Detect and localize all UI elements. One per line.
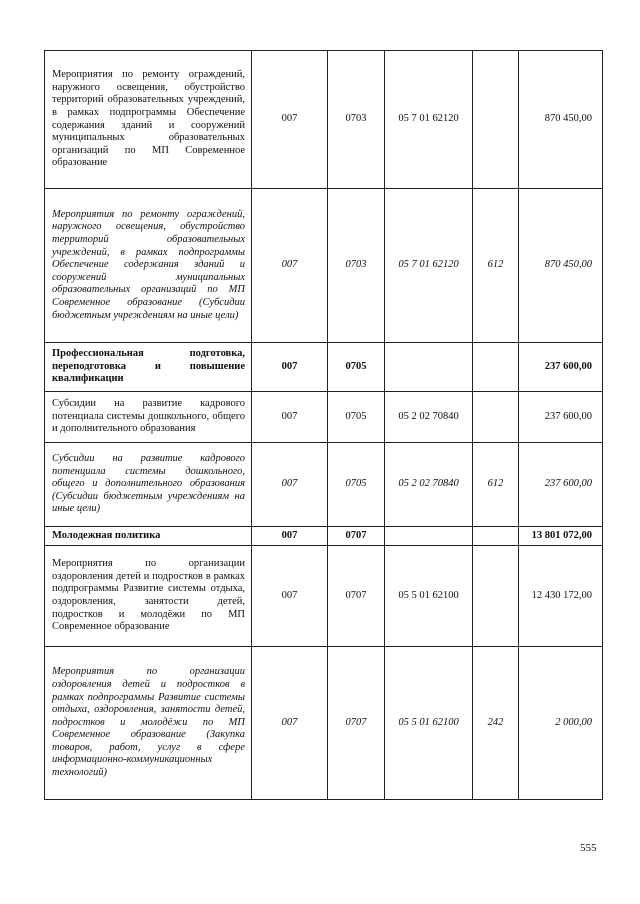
page-number: 555 [580,842,597,854]
row-section-code: 0705 [328,392,385,443]
table-row [45,443,603,527]
row-amount: 237 600,00 [519,443,603,527]
row-ved-code: 007 [252,51,328,189]
row-expense-type [473,392,519,443]
row-target-article: 05 2 02 70840 [385,392,473,443]
row-target-article: 05 7 01 62120 [385,189,473,343]
row-expense-type [473,527,519,546]
row-amount: 870 450,00 [519,51,603,189]
row-target-article: 05 7 01 62120 [385,51,473,189]
row-amount: 237 600,00 [519,343,603,392]
row-description: Мероприятия по организации оздоровления детей и подростков в рамках подпрограммы Развитие системы отдыха, оздоровления, занятости детей, подростков и молодёжи по МП Современное образование (Закупка товаров, работ, услуг в сфере информационно-коммуникационных технологий) [45,647,252,800]
table-row [45,527,603,546]
row-expense-type [473,51,519,189]
row-target-article [385,527,473,546]
row-ved-code: 007 [252,527,328,546]
row-expense-type [473,546,519,647]
row-amount: 13 801 072,00 [519,527,603,546]
row-section-code: 0703 [328,51,385,189]
row-amount: 237 600,00 [519,392,603,443]
row-expense-type [473,343,519,392]
row-description: Мероприятия по организации оздоровления детей и подростков в рамках подпрограммы Развитие системы отдыха, оздоровления, занятости детей, подростков и молодёжи по МП Современное образование [45,546,252,647]
row-expense-type: 612 [473,189,519,343]
row-description: Мероприятия по ремонту ограждений, наружного освещения, обустройство территорий образовательных учреждений, в рамках подпрограммы Обеспечение содержания зданий и сооружений муниципальных образовательных организаций по МП Современное образование [45,51,252,189]
row-amount: 870 450,00 [519,189,603,343]
row-target-article: 05 5 01 62100 [385,647,473,800]
row-ved-code: 007 [252,343,328,392]
row-expense-type: 612 [473,443,519,527]
table-row [45,343,603,392]
table-row [45,647,603,800]
row-section-code: 0707 [328,546,385,647]
row-amount: 12 430 172,00 [519,546,603,647]
row-section-code: 0705 [328,443,385,527]
row-ved-code: 007 [252,189,328,343]
row-description: Субсидии на развитие кадрового потенциала системы дошкольного, общего и дополнительного образования (Субсидии бюджетным учреждениям на иные цели) [45,443,252,527]
table-row [45,392,603,443]
row-ved-code: 007 [252,392,328,443]
row-ved-code: 007 [252,546,328,647]
row-section-code: 0703 [328,189,385,343]
table-row [45,189,603,343]
row-description: Профессиональная подготовка, переподготовка и повышение квалификации [45,343,252,392]
row-description: Мероприятия по ремонту ограждений, наружного освещения, обустройство территорий образовательных учреждений, в рамках подпрограммы Обеспечение содержания зданий и сооружений муниципальных образовательных организаций по МП Современное образование (Субсидии бюджетным учреждениям на иные цели) [45,189,252,343]
row-description: Субсидии на развитие кадрового потенциала системы дошкольного, общего и дополнительного образования [45,392,252,443]
table-row [45,546,603,647]
row-description: Молодежная политика [45,527,252,546]
budget-table [44,50,603,800]
row-section-code: 0707 [328,527,385,546]
row-ved-code: 007 [252,443,328,527]
row-target-article: 05 5 01 62100 [385,546,473,647]
row-target-article [385,343,473,392]
row-target-article: 05 2 02 70840 [385,443,473,527]
row-section-code: 0707 [328,647,385,800]
row-expense-type: 242 [473,647,519,800]
row-section-code: 0705 [328,343,385,392]
table-row [45,51,603,189]
row-ved-code: 007 [252,647,328,800]
row-amount: 2 000,00 [519,647,603,800]
